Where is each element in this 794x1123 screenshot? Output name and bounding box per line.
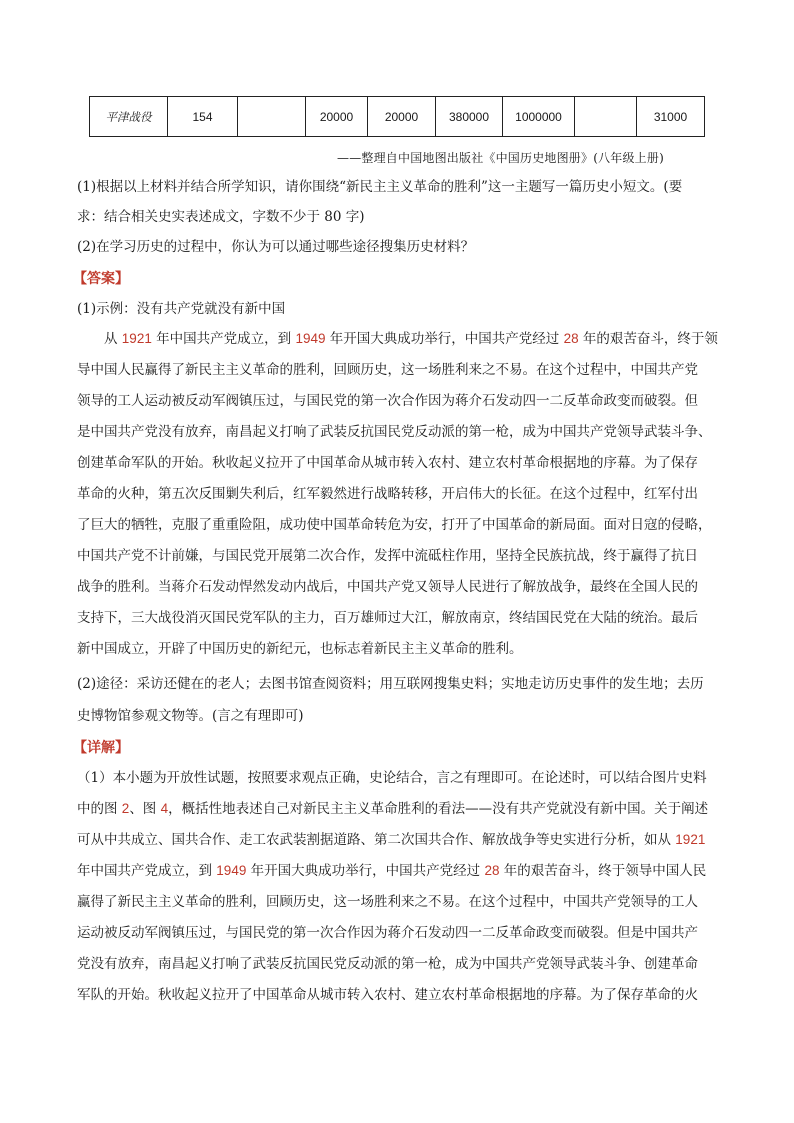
text-segment: 年开国大典成功举行，中国共产党经过	[325, 331, 564, 347]
answer-line	[77, 575, 717, 599]
text-segment: 中国共产党不计前嫌，与国民党开展第二次合作，发挥中流砥柱作用，坚持全民族抗战，终于赢得了抗日	[77, 548, 698, 564]
text-segment: 新中国成立，开辟了中国历史的新纪元，也标志着新民主主义革命的胜利。	[77, 641, 523, 657]
source-citation: ——整理自中国地图出版社《中国历史地图册》(八年级上册)	[337, 151, 664, 165]
detail-line	[77, 797, 717, 821]
detail-line	[77, 890, 717, 914]
text-segment: 年开国大典成功举行，中国共产党经过	[246, 863, 485, 879]
text-segment: 战争的胜利。当蒋介石发动悍然发动内战后，中国共产党又领导人民进行了解放战争，最终在全国人民的	[77, 579, 698, 595]
answer-line	[77, 451, 717, 475]
answer-line	[77, 420, 717, 444]
text-segment: 可从中共成立、国共合作、走工农武装割据道路、第二次国共合作、解放战争等史实进行分析，如从	[77, 832, 676, 848]
detail-line	[77, 983, 717, 1007]
table-cell: 20000	[368, 97, 436, 137]
text-segment: 领导的工人运动被反动军阀镇压过，与国民党的第一次合作因为蒋介石发动四一二反革命政变而破裂。但	[77, 393, 698, 409]
highlighted-number: 4	[160, 801, 169, 816]
table-cell: 31000	[637, 97, 705, 137]
text-segment: 党没有放弃，南昌起义打响了武装反抗国民党反动派的第一枪，成为中国共产党领导武装斗争、创建革命	[77, 956, 698, 972]
answer-1-title: (1)示例：没有共产党就没有新中国	[77, 301, 286, 317]
highlighted-number: 1949	[216, 863, 247, 878]
answer-2-line-b: 史博物馆参观文物等。(言之有理即可)	[77, 708, 304, 724]
table-cell: 380000	[436, 97, 503, 137]
text-segment: 年中国共产党成立，到	[151, 331, 296, 347]
table-cell: 1000000	[503, 97, 575, 137]
text-segment: 运动被反动军阀镇压过，与国民党的第一次合作因为蒋介石发动四一二反革命政变而破裂。但是中国共产	[77, 925, 698, 941]
highlighted-number: 1921	[121, 331, 152, 346]
table-cell: 154	[168, 97, 238, 137]
detail-line	[77, 921, 717, 945]
answer-line	[77, 358, 717, 382]
table-cell-battle: 平津战役	[90, 97, 168, 137]
text-segment: 年的艰苦奋斗，终于领	[578, 331, 718, 347]
question-1-line-b: 求：结合相关史实表述成文，字数不少于 80 字)	[77, 209, 365, 225]
table-cell: 20000	[306, 97, 368, 137]
text-segment: 年的艰苦奋斗，终于领导中国人民	[499, 863, 707, 879]
detail-line	[77, 952, 717, 976]
answer-line	[77, 327, 717, 351]
answer-line	[77, 513, 717, 537]
table-cell	[575, 97, 637, 137]
answer-tag: 【答案】	[73, 271, 129, 287]
highlighted-number: 1949	[295, 331, 326, 346]
highlighted-number: 28	[484, 863, 500, 878]
text-segment: 革命的火种，第五次反围剿失利后，红军毅然进行战略转移，开启伟大的长征。在这个过程中，红军付出	[77, 486, 698, 502]
detail-line	[77, 828, 717, 852]
highlighted-number: 2	[121, 801, 130, 816]
text-segment: （1）本小题为开放性试题，按照要求观点正确，史论结合，言之有理即可。在论述时，可以结合图片史料	[77, 770, 707, 786]
text-segment: 赢得了新民主主义革命的胜利，回顾历史，这一场胜利来之不易。在这个过程中，中国共产党领导的工人	[77, 894, 698, 910]
table-cell	[238, 97, 306, 137]
table-row	[90, 97, 705, 137]
text-segment: 、图	[129, 801, 161, 817]
text-segment: 创建革命军队的开始。秋收起义拉开了中国革命从城市转入农村、建立农村革命根据地的序幕。为了保存	[77, 455, 698, 471]
text-segment: ，概括性地表述自己对新民主主义革命胜利的看法——没有共产党就没有新中国。关于阐述	[168, 801, 709, 817]
highlighted-number: 1921	[675, 832, 706, 847]
answer-line	[77, 389, 717, 413]
answer-line	[77, 606, 717, 630]
text-segment: 了巨大的牺牲，克服了重重险阻，成功使中国革命转危为安，打开了中国革命的新局面。面对日寇的侵略，	[77, 517, 712, 533]
text-segment: 军队的开始。秋收起义拉开了中国革命从城市转入农村、建立农村革命根据地的序幕。为了保存革命的火	[77, 987, 698, 1003]
answer-line	[77, 637, 717, 661]
text-segment: 从	[77, 331, 122, 347]
battle-table	[89, 96, 705, 137]
text-segment: 中的图	[77, 801, 122, 817]
answer-line	[77, 482, 717, 506]
text-segment: 是中国共产党没有放弃，南昌起义打响了武装反抗国民党反动派的第一枪，成为中国共产党领导武装斗争、	[77, 424, 712, 440]
text-segment: 年中国共产党成立，到	[77, 863, 217, 879]
question-2: (2)在学习历史的过程中，你认为可以通过哪些途径搜集历史材料？	[77, 239, 475, 255]
detail-line	[77, 766, 717, 790]
highlighted-number: 28	[563, 331, 579, 346]
text-segment: 导中国人民赢得了新民主主义革命的胜利，回顾历史，这一场胜利来之不易。在这个过程中，中国共产党	[77, 362, 698, 378]
detail-tag: 【详解】	[73, 740, 129, 756]
answer-line	[77, 544, 717, 568]
text-segment: 支持下，三大战役消灭国民党军队的主力，百万雄师过大江，解放南京，终结国民党在大陆的统治。最后	[77, 610, 698, 626]
question-1-line-a: (1)根据以上材料并结合所学知识，请你围绕“新民主主义革命的胜利”这一主题写一篇历史小短文。(要	[77, 179, 683, 195]
answer-2-line-a: (2)途径：采访还健在的老人；去图书馆查阅资料；用互联网搜集史料；实地走访历史事件的发生地；去历	[77, 676, 704, 692]
detail-line	[77, 859, 717, 883]
